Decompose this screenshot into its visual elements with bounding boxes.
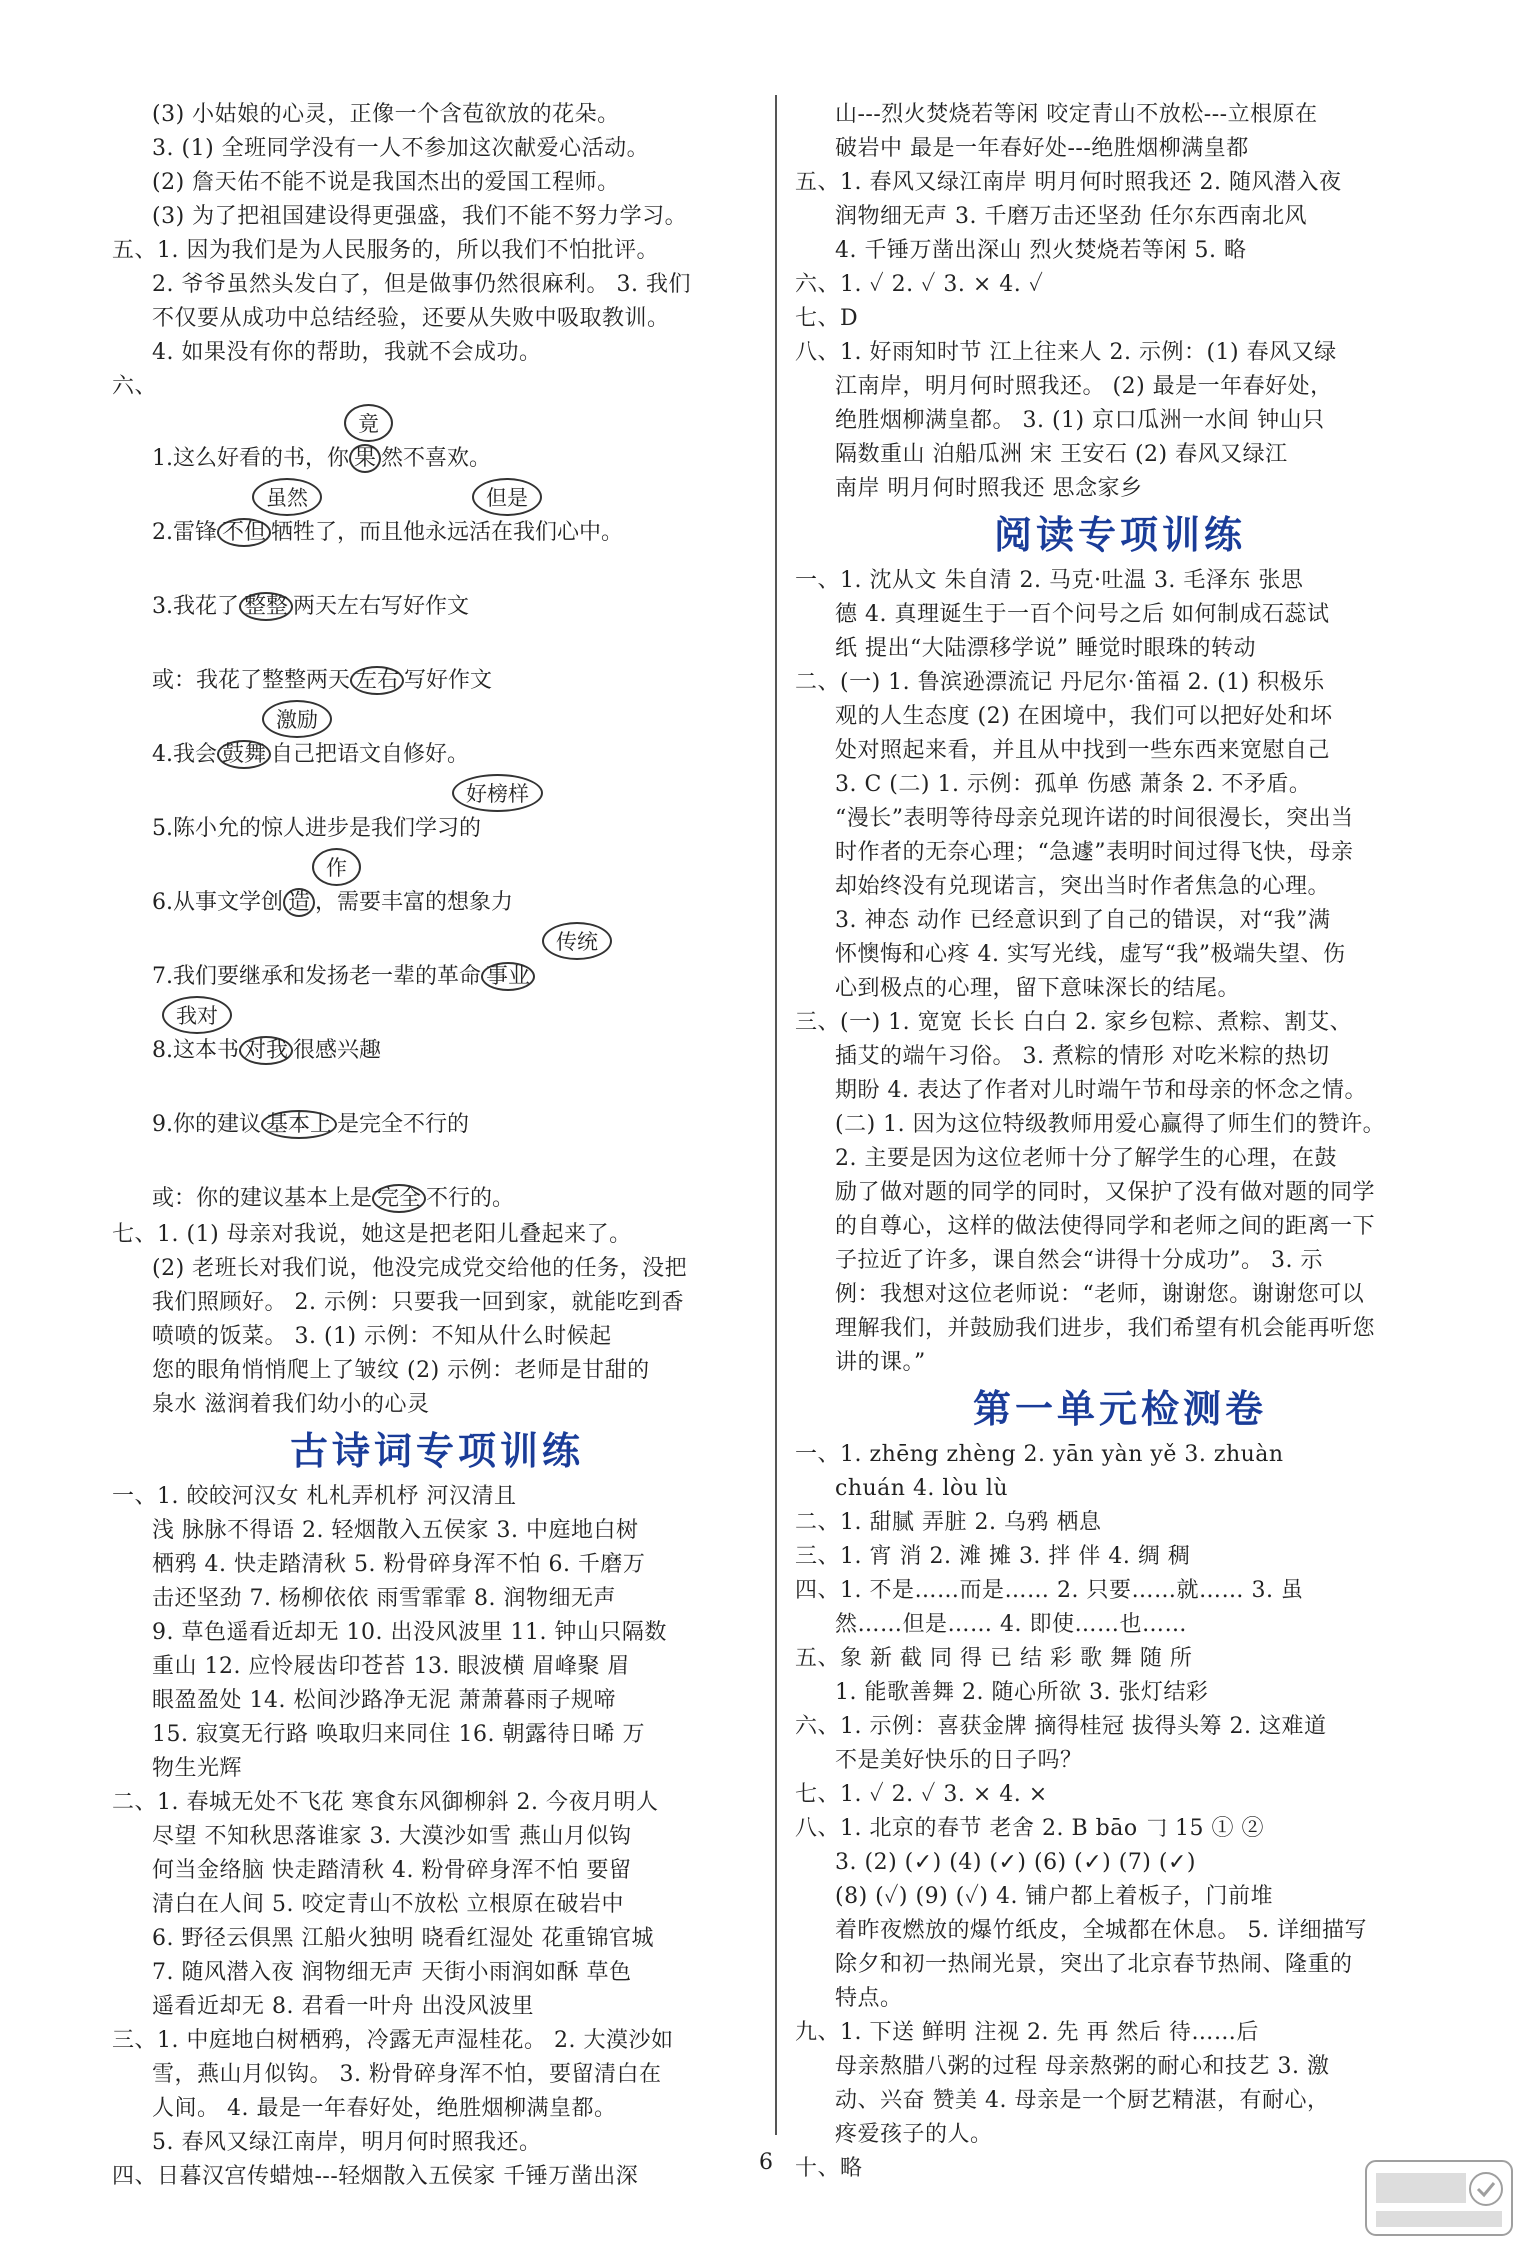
answer-line: 母亲熬腊八粥的过程 母亲熬粥的耐心和技艺 3. 激 [835, 2054, 1330, 2079]
sentence-text: 6.从事文学创 [152, 890, 283, 915]
answer-line: 着昨夜燃放的爆竹纸皮，全城都在休息。 5. 详细描写 [835, 1918, 1367, 1943]
left-mid-block [112, 1218, 762, 1422]
answer-line: 德 4. 真理诞生于一百个问号之后 如何制成石蕊试 [835, 602, 1330, 627]
answer-line: 4. 千锤万凿出深山 烈火焚烧若等闲 5. 略 [835, 238, 1247, 263]
answer-line: 励了做对题的同学的同时，又保护了没有做对题的同学 [835, 1180, 1376, 1205]
answer-line: chuán 4. lòu lù [835, 1476, 1009, 1501]
answer-line: 二、1. 春城无处不飞花 寒食东风御柳斜 2. 今夜月明人 [112, 1790, 659, 1815]
answer-line: 一、1. 沈从文 朱自清 2. 马克·吐温 3. 毛泽东 张思 [795, 568, 1304, 593]
sentence-text: 不行的。 [426, 1186, 515, 1211]
answer-line: 五、1. 春风又绿江南岸 明月何时照我还 2. 随风潜入夜 [795, 170, 1342, 195]
sentence-text: 然不喜欢。 [381, 446, 492, 471]
answer-line: 4. 如果没有你的帮助，我就不会成功。 [152, 340, 542, 365]
answer-line: 怀懊悔和心疼 4. 实写光线，虚写“我”极端失望、伤 [835, 942, 1346, 967]
exercise-sentence [152, 515, 623, 546]
answer-line: 15. 寂寞无行路 唤取归来同住 16. 朝露待日晞 万 [152, 1722, 645, 1747]
answer-line: 然……但是…… 4. 即使……也…… [835, 1612, 1187, 1637]
answer-line: 不是美好快乐的日子吗？ [835, 1748, 1083, 1773]
answer-line: 四、日暮汉宫传蜡烛---轻烟散入五侯家 千锤万凿出深 [112, 2164, 639, 2189]
answer-line: 山---烈火焚烧若等闲 咬定青山不放松---立根原在 [835, 102, 1318, 127]
answer-line: 三、(一) 1. 宽宽 长长 白白 2. 家乡包粽、煮粽、割艾、 [795, 1010, 1353, 1035]
answer-line: 三、1. 中庭地白树栖鸦，冷露无声湿桂花。 2. 大漠沙如 [112, 2028, 674, 2053]
exercise-sentence [152, 441, 491, 472]
answer-line: 一、1. 皎皎河汉女 札札弄机杼 河汉清且 [112, 1484, 517, 1509]
answer-line: 六、1. ✓ 2. ✓ 3. × 4. ✓ [795, 272, 1044, 297]
exercise-sentence [152, 959, 535, 990]
correction-bubble: 作 [312, 848, 361, 886]
answer-line: 四、1. 不是……而是…… 2. 只要……就…… 3. 虽 [795, 1578, 1304, 1603]
answer-line: 润物细无声 3. 千磨万击还坚劲 任尔东西南北风 [835, 204, 1307, 229]
sentence-text: 3.我花了 [152, 594, 239, 619]
right-top-block [795, 98, 1445, 506]
correction-bubble: 虽然 [252, 478, 322, 516]
answer-line: 七、1. ✓ 2. ✓ 3. × 4. × [795, 1782, 1048, 1807]
answer-line: (3) 为了把祖国建设得更强盛，我们不能不努力学习。 [152, 204, 688, 229]
circled-word: 造 [283, 888, 315, 917]
answer-line: 雪，燕山月似钩。 3. 粉骨碎身浑不怕，要留清白在 [152, 2062, 662, 2087]
answer-line: 五、象 新 截 同 得 已 结 彩 歌 舞 随 所 [795, 1646, 1193, 1671]
left-top-block [112, 98, 762, 404]
sentence-text: 或：你的建议基本上是 [152, 1186, 373, 1211]
rewrite-exercises [112, 404, 762, 1218]
answer-line: 3. (1) 全班同学没有一人不参加这次献爱心活动。 [152, 136, 650, 161]
sentence-text: 两天左右写好作文 [293, 594, 470, 619]
left-bottom-block [112, 1480, 762, 2194]
answer-line: 特点。 [835, 1986, 903, 2011]
sentence-text: 1.这么好看的书，你 [152, 446, 349, 471]
answer-line: 3. C (二) 1. 示例：孤单 伤感 萧条 2. 不矛盾。 [835, 772, 1312, 797]
answer-line: 6. 野径云俱黑 江船火独明 晓看红湿处 花重锦官城 [152, 1926, 654, 1951]
answer-line: 一、1. zhēng zhèng 2. yān yàn yě 3. zhuàn [795, 1442, 1284, 1467]
circled-word: 果 [349, 444, 381, 473]
answer-line: 讲的课。” [835, 1350, 926, 1375]
answer-line: (3) 小姑娘的心灵，正像一个含苞欲放的花朵。 [152, 102, 620, 127]
watermark-logo [1364, 2159, 1514, 2237]
answer-line: 三、1. 宵 消 2. 滩 摊 3. 拌 伴 4. 绸 稠 [795, 1544, 1191, 1569]
answer-line: 3. (2) (✓) (4) (✓) (6) (✓) (7) (✓) [835, 1850, 1196, 1875]
correction-bubble: 但是 [472, 478, 542, 516]
answer-line: 重山 12. 应怜屐齿印苍苔 13. 眼波横 眉峰聚 眉 [152, 1654, 630, 1679]
answer-line: 泉水 滋润着我们幼小的心灵 [152, 1392, 430, 1417]
correction-bubble: 传统 [542, 922, 612, 960]
answer-line: 喷喷的饭菜。 3. (1) 示例：不知从什么时候起 [152, 1324, 612, 1349]
answer-line: “漫长”表明等待母亲兑现许诺的时间很漫长，突出当 [835, 806, 1354, 831]
sentence-text: ，需要丰富的想象力 [315, 890, 514, 915]
answer-line: 十、略 [795, 2156, 863, 2181]
answer-line: 遥看近却无 8. 君看一叶舟 出没风波里 [152, 1994, 534, 2019]
exercise-sentence [152, 885, 513, 916]
answer-line: 二、1. 甜腻 弄脏 2. 乌鸦 栖息 [795, 1510, 1102, 1535]
answer-line: 六、1. 示例：喜获金牌 摘得桂冠 拔得头筹 2. 这难道 [795, 1714, 1327, 1739]
answer-line: 尽望 不知秋思落谁家 3. 大漠沙如雪 燕山月似钩 [152, 1824, 632, 1849]
answer-line: 时作者的无奈心理；“急遽”表明时间过得飞快，母亲 [835, 840, 1354, 865]
section-title-reading: 阅读专项训练 [993, 513, 1246, 557]
answer-line: 疼爱孩子的人。 [835, 2122, 993, 2147]
left-column [112, 98, 762, 2194]
rewrite-exercise [112, 774, 762, 848]
exercise-sentence [152, 589, 469, 620]
circled-word: 左右 [350, 666, 404, 695]
circled-word: 基本上 [261, 1110, 337, 1139]
answer-line: 眼盈盈处 14. 松间沙路净无泥 萧萧暮雨子规啼 [152, 1688, 616, 1713]
answer-line: 期盼 4. 表达了作者对儿时端午节和母亲的怀念之情。 [835, 1078, 1367, 1103]
rewrite-exercise [112, 478, 762, 552]
exercise-sentence [152, 1107, 469, 1138]
rewrite-exercise [112, 404, 762, 478]
answer-line: 的自尊心，这样的做法使得同学和老师之间的距离一下 [835, 1214, 1376, 1239]
answer-line: 2. 爷爷虽然头发白了，但是做事仍然很麻利。 3. 我们 [152, 272, 691, 297]
answer-line: 物生光辉 [152, 1756, 243, 1781]
answer-line: 纸 提出“大陆漂移学说” 睡觉时眼珠的转动 [835, 636, 1256, 661]
answer-line: 何当金络脑 快走踏清秋 4. 粉骨碎身浑不怕 要留 [152, 1858, 632, 1883]
answer-line: 九、1. 下送 鲜明 注视 2. 先 再 然后 待……后 [795, 2020, 1259, 2045]
answer-line: (2) 老班长对我们说，他没完成党交给他的任务，没把 [152, 1256, 688, 1281]
rewrite-exercise [112, 848, 762, 922]
answer-line: 隔数重山 泊船瓜洲 宋 王安石 (2) 春风又绿江 [835, 442, 1288, 467]
sentence-text: 2.雷锋 [152, 520, 217, 545]
sentence-text: 牺牲了，而且他永远活在我们心中。 [271, 520, 624, 545]
circled-word: 整整 [239, 592, 293, 621]
right-column [795, 98, 1445, 2186]
column-divider [775, 95, 777, 2135]
answer-line: 9. 草色遥看近却无 10. 出没风波里 11. 钟山只隔数 [152, 1620, 667, 1645]
answer-line: 栖鸦 4. 快走踏清秋 5. 粉骨碎身浑不怕 6. 千磨万 [152, 1552, 646, 1577]
sentence-text: 自己把语文自修好。 [271, 742, 470, 767]
answer-line: (二) 1. 因为这位特级教师用爱心赢得了师生们的赞许。 [835, 1112, 1386, 1137]
exercise-sentence [152, 1033, 381, 1064]
page-number: 6 [759, 2150, 773, 2175]
answer-line: 绝胜烟柳满皇都。 3. (1) 京口瓜洲一水间 钟山只 [835, 408, 1325, 433]
right-mid-block [795, 564, 1445, 1380]
answer-line: 八、1. 好雨知时节 江上往来人 2. 示例：(1) 春风又绿 [795, 340, 1337, 365]
answer-line: 除夕和初一热闹光景，突出了北京春节热闹、隆重的 [835, 1952, 1353, 1977]
answer-line: 却始终没有兑现诺言，突出当时作者焦急的心理。 [835, 874, 1331, 899]
sentence-text: 9.你的建议 [152, 1112, 261, 1137]
correction-bubble: 好榜样 [452, 774, 543, 812]
right-bottom-block [795, 1438, 1445, 2186]
answer-line: 观的人生态度 (2) 在困境中，我们可以把好处和坏 [835, 704, 1333, 729]
answer-line: 1. 能歌善舞 2. 随心所欲 3. 张灯结彩 [835, 1680, 1209, 1705]
answer-line: 5. 春风又绿江南岸，明月何时照我还。 [152, 2130, 542, 2155]
rewrite-exercise [112, 1144, 762, 1218]
rewrite-exercise [112, 552, 762, 626]
sentence-text: 或：我花了整整两天 [152, 668, 351, 693]
circled-word: 不但 [217, 518, 271, 547]
answer-line: 五、1. 因为我们是为人民服务的，所以我们不怕批评。 [112, 238, 659, 263]
exercise-sentence [152, 737, 469, 768]
rewrite-exercise [112, 626, 762, 700]
sentence-text: 是完全不行的 [337, 1112, 470, 1137]
answer-line: 您的眼角悄悄爬上了皱纹 (2) 示例：老师是甘甜的 [152, 1358, 650, 1383]
answer-line: 3. 神态 动作 已经意识到了自己的错误，对“我”满 [835, 908, 1331, 933]
answer-line: 七、1. (1) 母亲对我说，她这是把老阳儿叠起来了。 [112, 1222, 632, 1247]
sentence-text: 7.我们要继承和发扬老一辈的革命 [152, 964, 481, 989]
answer-line: 二、(一) 1. 鲁滨逊漂流记 丹尼尔·笛福 2. (1) 积极乐 [795, 670, 1325, 695]
answer-line: 我们照顾好。 2. 示例：只要我一回到家，就能吃到香 [152, 1290, 684, 1315]
rewrite-exercise [112, 996, 762, 1070]
answer-line: 击还坚劲 7. 杨柳依依 雨雪霏霏 8. 润物细无声 [152, 1586, 616, 1611]
answer-line: 人间。 4. 最是一年春好处，绝胜烟柳满皇都。 [152, 2096, 617, 2121]
rewrite-exercise [112, 922, 762, 996]
circled-word: 对我 [239, 1036, 293, 1065]
circled-word: 鼓舞 [217, 740, 271, 769]
answer-line: 插艾的端午习俗。 3. 煮粽的情形 对吃米粽的热切 [835, 1044, 1330, 1069]
answer-line: 七、D [795, 306, 859, 331]
answer-line: 八、1. 北京的春节 老舍 2. B bāo 𠃌 15 ① ② [795, 1816, 1265, 1841]
answer-line: (2) 詹天佑不能不说是我国杰出的爱国工程师。 [152, 170, 620, 195]
correction-bubble: 竟 [344, 404, 393, 442]
correction-bubble: 激励 [262, 700, 332, 738]
answer-line: 破岩中 最是一年春好处---绝胜烟柳满皇都 [835, 136, 1249, 161]
circled-word: 事业 [481, 962, 535, 991]
answer-line: 动、兴奋 赞美 4. 母亲是一个厨艺精湛，有耐心， [835, 2088, 1330, 2113]
rewrite-exercise [112, 1070, 762, 1144]
answer-line: 六、 [112, 374, 158, 399]
sentence-text: 4.我会 [152, 742, 217, 767]
answer-line: 例：我想对这位老师说：“老师，谢谢您。谢谢您可以 [835, 1282, 1365, 1307]
answer-line: 不仅要从成功中总结经验，还要从失败中吸取教训。 [152, 306, 670, 331]
exercise-sentence [152, 811, 481, 842]
section-title-unit-test: 第一单元检测卷 [972, 1387, 1267, 1431]
answer-line: 7. 随风潜入夜 润物细无声 天街小雨润如酥 草色 [152, 1960, 632, 1985]
section-title-poetry: 古诗词专项训练 [289, 1429, 584, 1473]
answer-line: (8) (✓) (9) (✓) 4. 铺户都上着板子，门前堆 [835, 1884, 1273, 1909]
answer-line: 清白在人间 5. 咬定青山不放松 立根原在破岩中 [152, 1892, 624, 1917]
answer-line: 心到极点的心理，留下意味深长的结尾。 [835, 976, 1241, 1001]
sentence-text: 5.陈小允的惊人进步是我们学习的 [152, 816, 481, 841]
sentence-text: 8.这本书 [152, 1038, 239, 1063]
answer-line: 2. 主要是因为这位老师十分了解学生的心理，在鼓 [835, 1146, 1337, 1171]
exercise-sentence [152, 663, 492, 694]
answer-line: 浅 脉脉不得语 2. 轻烟散入五侯家 3. 中庭地白树 [152, 1518, 639, 1543]
answer-line: 理解我们，并鼓励我们进步，我们希望有机会能再听您 [835, 1316, 1376, 1341]
sentence-text: 写好作文 [404, 668, 493, 693]
answer-line: 南岸 明月何时照我还 思念家乡 [835, 476, 1143, 501]
answer-line: 处对照起来看，并且从中找到一些东西来宽慰自己 [835, 738, 1331, 763]
rewrite-exercise [112, 700, 762, 774]
sentence-text: 很感兴趣 [293, 1038, 382, 1063]
correction-bubble: 我对 [162, 996, 232, 1034]
answer-line: 江南岸，明月何时照我还。 (2) 最是一年春好处， [835, 374, 1333, 399]
circled-word: 完全 [372, 1184, 426, 1213]
exercise-sentence [152, 1181, 514, 1212]
answer-line: 子拉近了许多，课自然会“讲得十分成功”。 3. 示 [835, 1248, 1323, 1273]
